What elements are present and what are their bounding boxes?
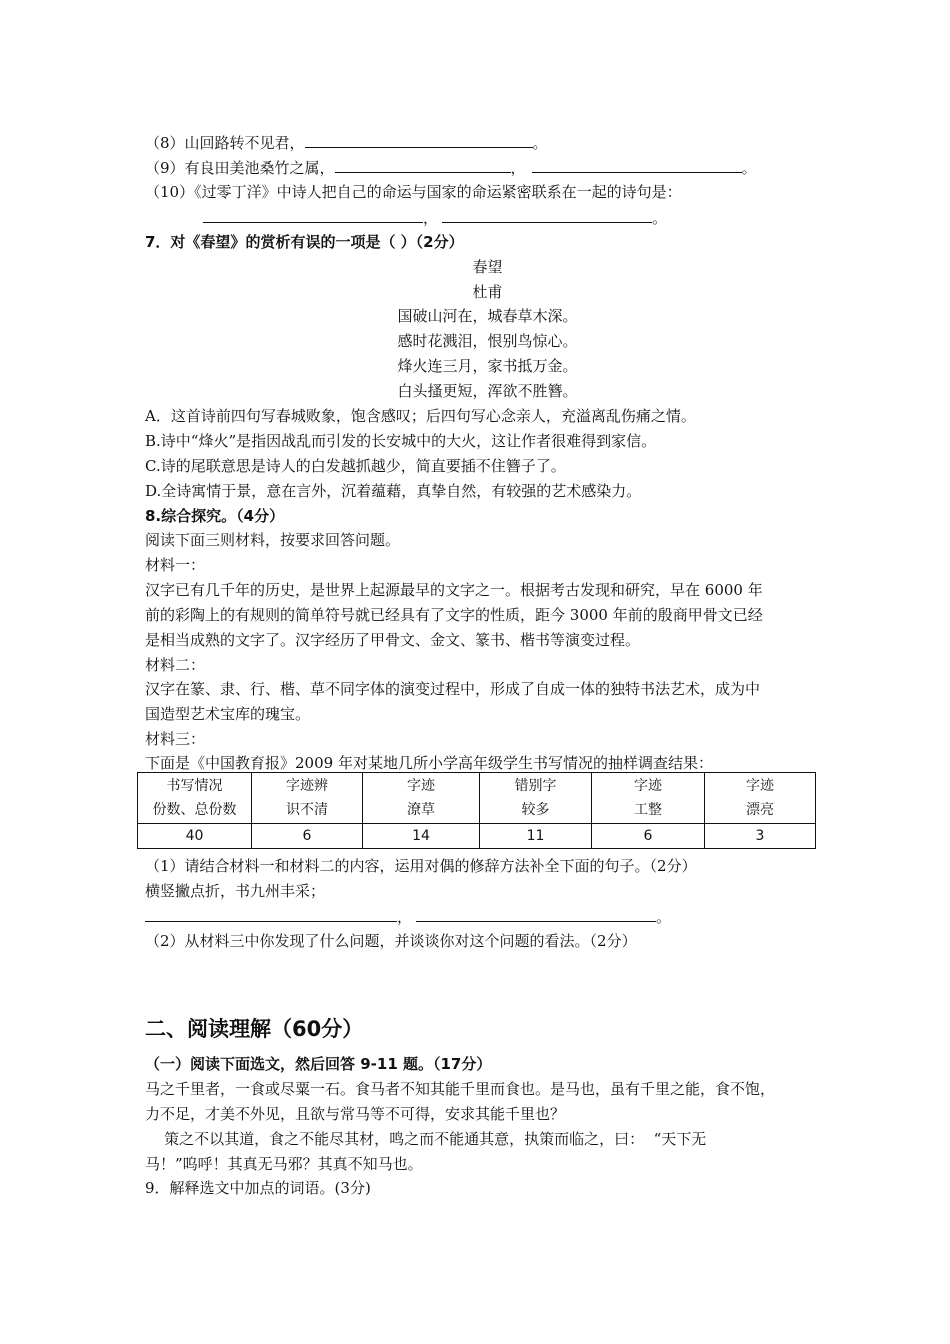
material-2-line: 汉字在篆、隶、行、楷、草不同字体的演变过程中，形成了自成一体的独特书法艺术，成为中 — [145, 680, 761, 698]
answer-blank[interactable] — [203, 207, 423, 223]
q7-option-b: B.诗中“烽火”是指因战乱而引发的长安城中的大火，这让作者很难得到家信。 — [145, 432, 657, 450]
table-cell: 6 — [252, 824, 363, 849]
q10-blanks-line — [203, 207, 667, 228]
table-cell: 14 — [363, 824, 480, 849]
punct: ， — [510, 159, 526, 177]
answer-blank[interactable] — [532, 157, 742, 173]
table-cell: 3 — [705, 824, 816, 849]
passage-line: 马！”呜呼！其真无马邪？其真不知马也。 — [145, 1155, 423, 1173]
poem-author: 杜甫 — [472, 283, 503, 301]
material-2-label: 材料二： — [145, 656, 206, 674]
passage-line: 力不足，才美不外见，且欲与常马等不可得，安求其能千里也？ — [145, 1105, 566, 1123]
material-1-line: 前的彩陶上的有规则的简单符号就已经具有了文字的性质，距今 3000 年前的殷商甲骨文已经 — [145, 606, 763, 624]
passage-line: 策之不以其道，食之不能尽其材，鸣之而不能通其意，执策而临之，曰： “天下无 — [145, 1130, 707, 1148]
material-1-label: 材料一： — [145, 556, 206, 574]
q9-title: 9．解释选文中加点的词语。(3分) — [145, 1179, 371, 1197]
material-3-intro: 下面是《中国教育报》2009 年对某地几所小学高年级学生书写情况的抽样调查结果： — [145, 754, 713, 772]
answer-blank[interactable] — [145, 906, 397, 922]
punct: 。 — [741, 159, 757, 177]
q9-fill-line — [145, 157, 757, 178]
punct: 。 — [652, 209, 668, 227]
q7-option-c: C.诗的尾联意思是诗人的白发越抓越少，简直要插不住簪子了。 — [145, 457, 566, 475]
q8-fill-line — [145, 132, 548, 153]
table-header-cell: 字迹 潦草 — [363, 773, 480, 824]
survey-table — [137, 772, 816, 849]
material-3-label: 材料三： — [145, 730, 206, 748]
q8-title: 8.综合探究。（4分） — [145, 507, 285, 525]
material-1-line: 汉字已有几千年的历史，是世界上起源最早的文字之一。根据考古发现和研究，早在 6000 年 — [145, 581, 763, 599]
table-cell: 11 — [480, 824, 592, 849]
poem-line: 烽火连三月，家书抵万金。 — [397, 357, 578, 375]
q10-fill-text: （10）《过零丁洋》中诗人把自己的命运与国家的命运紧密联系在一起的诗句是： — [145, 183, 682, 201]
answer-blank[interactable] — [305, 132, 533, 148]
table-header-cell: 书写情况 份数、总份数 — [138, 773, 252, 824]
section-heading: 二、阅读理解（60分） — [145, 1017, 364, 1041]
poem-line: 感时花溅泪，恨别鸟惊心。 — [397, 332, 578, 350]
poem-title: 春望 — [472, 258, 503, 276]
table-cell: 6 — [592, 824, 705, 849]
passage-line: 马之千里者，一食或尽粟一石。食马者不知其能千里而食也。是马也，虽有千里之能，食不饱， — [145, 1080, 776, 1098]
punct: ， — [397, 908, 413, 926]
q10-fill-line — [145, 182, 682, 202]
q8-fill-text: （8）山回路转不见君， — [145, 134, 305, 152]
table-header-cell: 字迹 漂亮 — [705, 773, 816, 824]
q8-sub2: （2）从材料三中你发现了什么问题，并谈谈你对这个问题的看法。（2分） — [145, 932, 637, 950]
q7-option-a: A．这首诗前四句写春城败象，饱含感叹；后四句写心念亲人，充溢离乱伤痛之情。 — [145, 407, 696, 425]
answer-blank[interactable] — [335, 157, 511, 173]
table-header-cell: 字迹辨 识不清 — [252, 773, 363, 824]
q7-title: 7．对《春望》的赏析有误的一项是（ ）（2分） — [145, 233, 464, 251]
punct: 。 — [656, 908, 672, 926]
poem-line: 国破山河在，城春草木深。 — [397, 307, 578, 325]
q8-sub1-given: 横竖撇点折，书九州丰采； — [145, 882, 326, 900]
q8-intro: 阅读下面三则材料，按要求回答问题。 — [145, 531, 401, 549]
punct: 。 — [532, 134, 548, 152]
q8-sub1-blanks — [145, 906, 671, 927]
material-1-line: 是相当成熟的文字了。汉字经历了甲骨文、金文、篆书、楷书等演变过程。 — [145, 631, 641, 649]
table-cell: 40 — [138, 824, 252, 849]
punct: ， — [423, 209, 439, 227]
poem-line: 白头搔更短，浑欲不胜簪。 — [397, 382, 578, 400]
q8-sub1: （1）请结合材料一和材料二的内容，运用对偶的修辞方法补全下面的句子。（2分） — [145, 857, 697, 875]
answer-blank[interactable] — [442, 207, 652, 223]
q9-fill-text: （9）有良田美池桑竹之属， — [145, 159, 335, 177]
material-2-line: 国造型艺术宝库的瑰宝。 — [145, 705, 311, 723]
table-header-cell: 错别字 较多 — [480, 773, 592, 824]
reading-part1-title: （一）阅读下面选文，然后回答 9-11 题。（17分） — [145, 1055, 492, 1073]
q7-option-d: D.全诗寓情于景，意在言外，沉着蕴藉，真挚自然，有较强的艺术感染力。 — [145, 482, 642, 500]
table-header-cell: 字迹 工整 — [592, 773, 705, 824]
answer-blank[interactable] — [416, 906, 656, 922]
